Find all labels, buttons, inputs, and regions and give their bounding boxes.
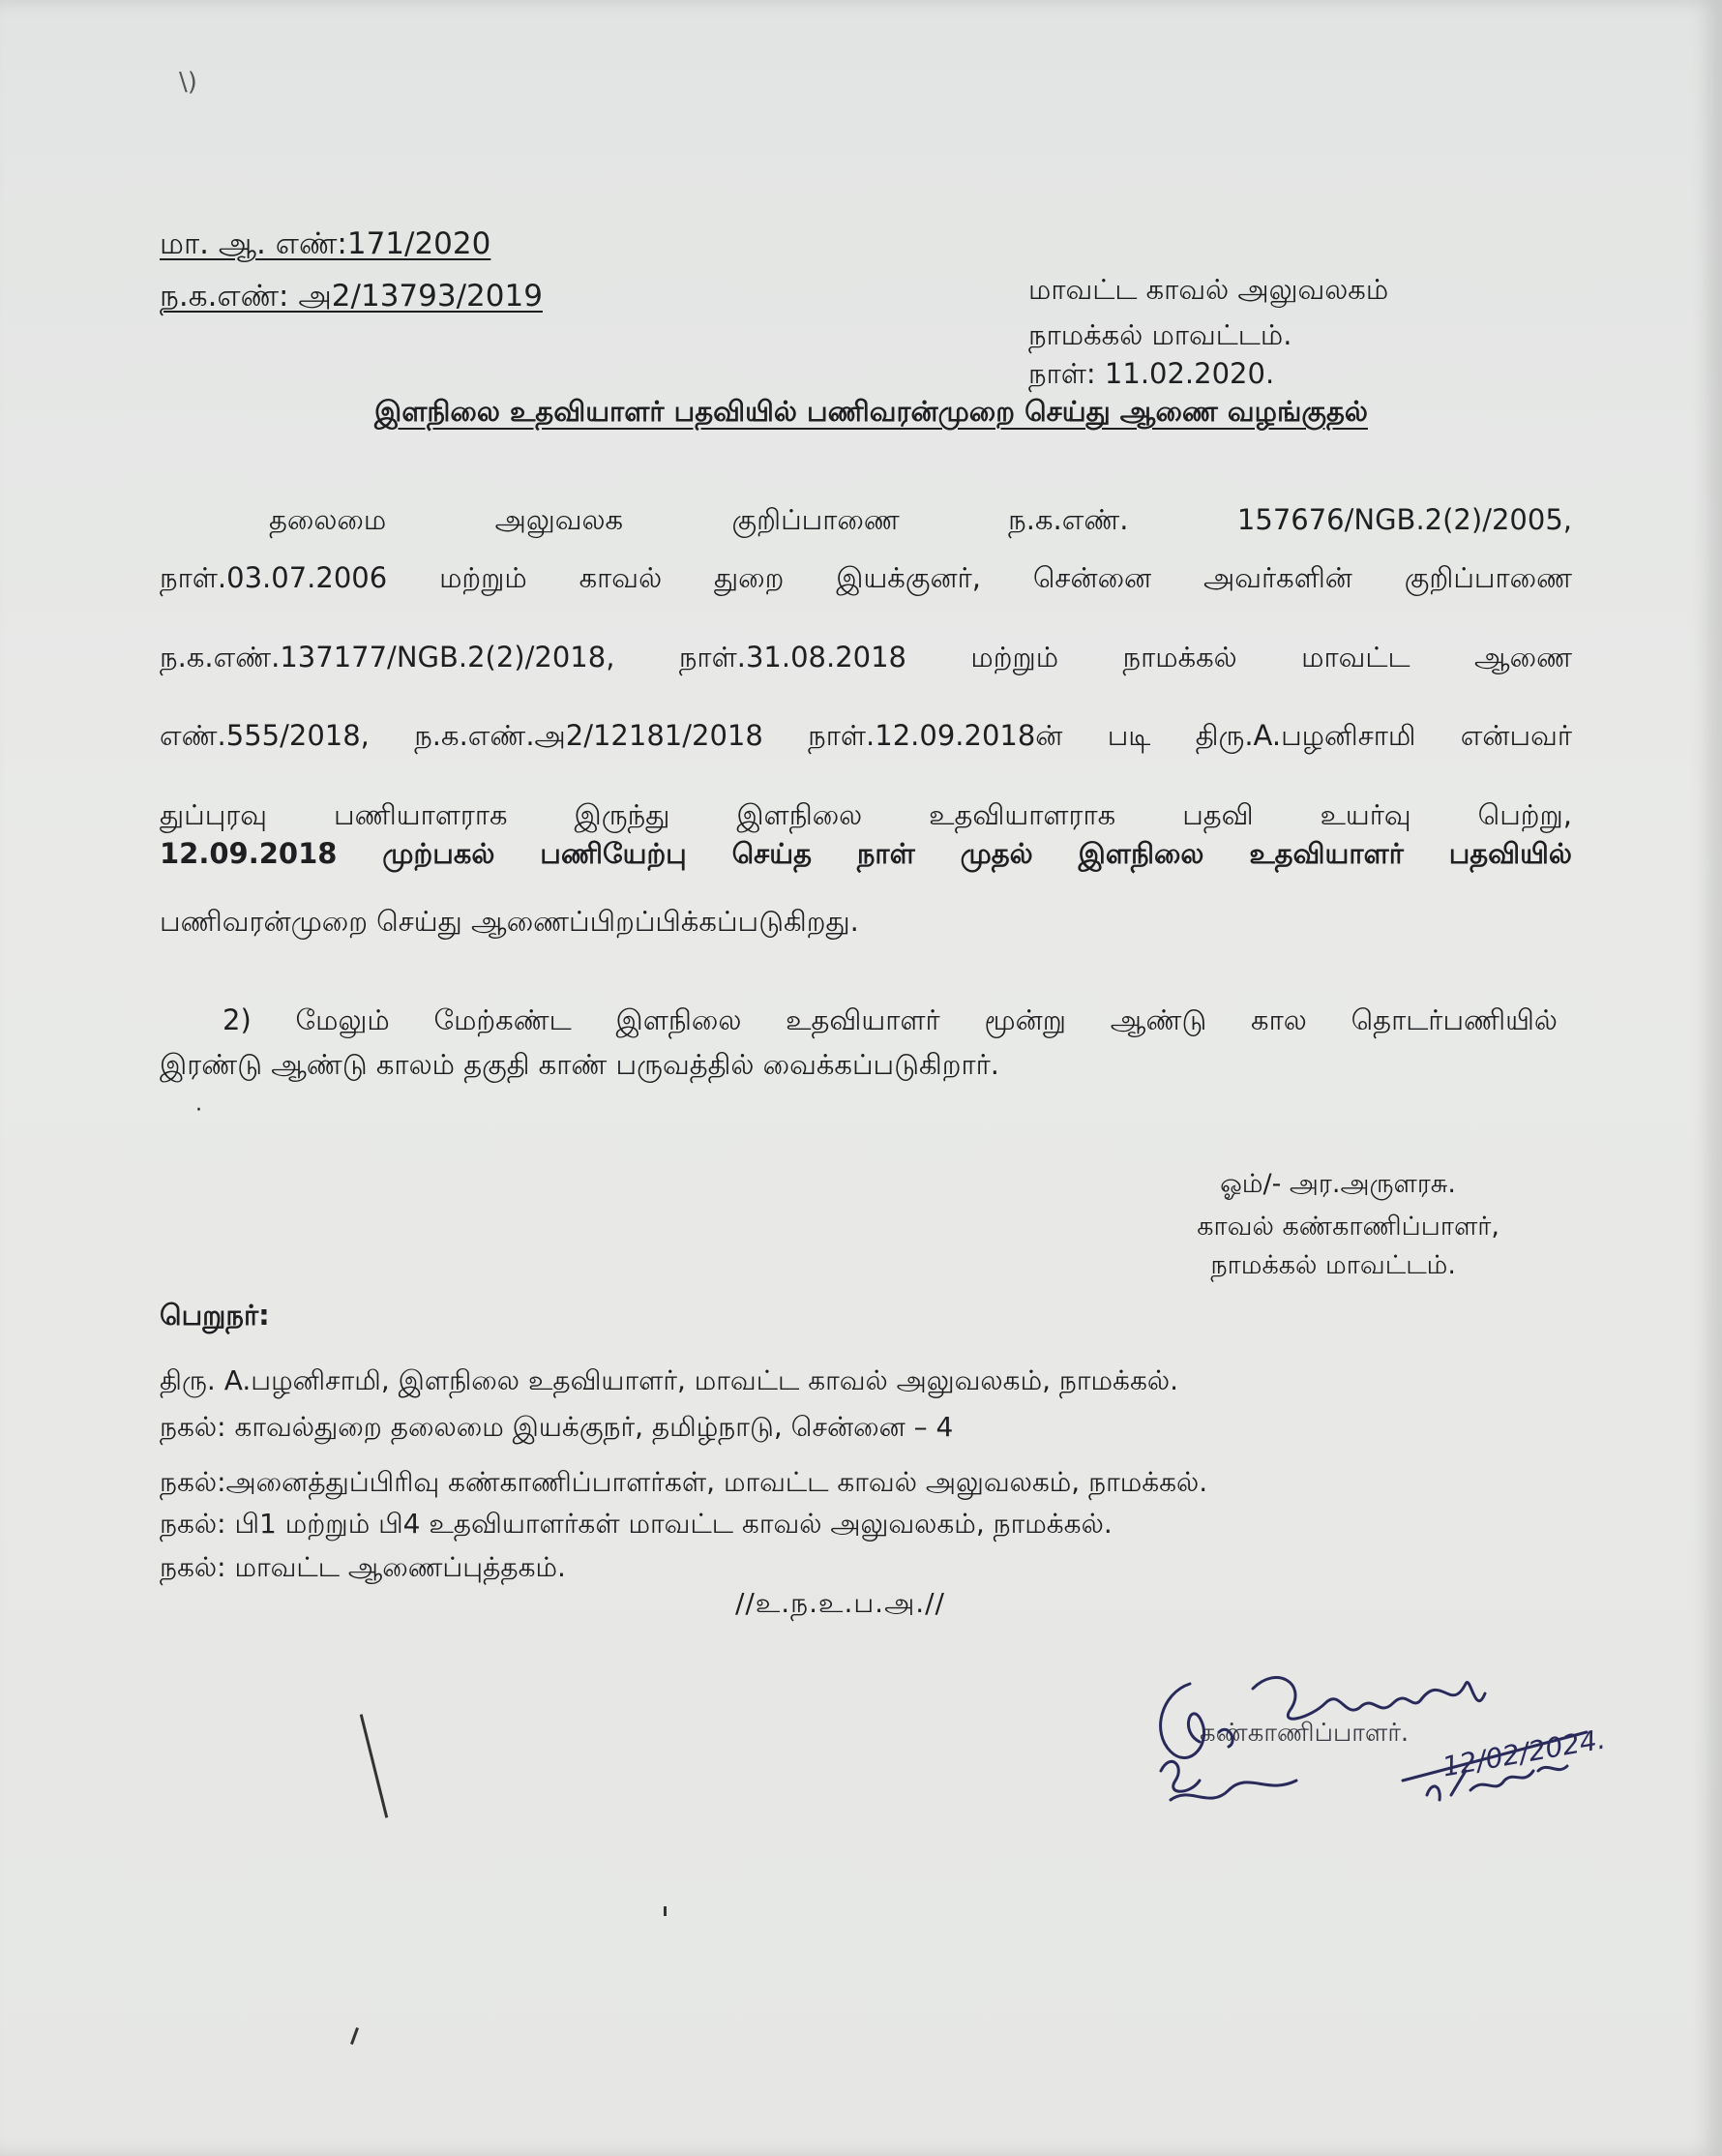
pen-mark xyxy=(360,1714,389,1817)
attestation-stamp: கண்காணிப்பாளர். xyxy=(1200,1719,1410,1748)
order-subject: இளநிலை உதவியாளர் பதவியில் பணிவரன்முறை செய்து ஆணை வழங்குதல் xyxy=(374,395,1368,428)
paragraph-1-line: பணிவரன்முறை செய்து ஆணைப்பிறப்பிக்கப்படுகிறது. xyxy=(160,905,859,938)
signatory-district: நாமக்கல் மாவட்டம். xyxy=(1210,1250,1456,1280)
office-district: நாமக்கல் மாவட்டம். xyxy=(1028,318,1292,351)
pen-mark xyxy=(664,1906,667,1916)
handwritten-date: 12/02/2024. xyxy=(1440,1722,1608,1783)
recipient-line: திரு. A.பழனிசாமி, இளநிலை உதவியாளர், மாவட்ட காவல் அலுவலகம், நாமக்கல். xyxy=(160,1364,1179,1396)
order-reference-number: மா. ஆ. எண்:171/2020 xyxy=(160,226,491,261)
pen-mark xyxy=(350,2027,359,2045)
signatory-name: ஓம்/- அர.அருளரசு. xyxy=(1220,1169,1456,1199)
paragraph-2-line: இரண்டு ஆண்டு காலம் தகுதி காண் பருவத்தில் வைக்கப்படுகிறார். xyxy=(160,1048,1000,1081)
file-reference-number: ந.க.எண்: அ2/13793/2019 xyxy=(160,279,543,314)
copy-line: நகல்: காவல்துறை தலைமை இயக்குநர், தமிழ்நாடு, சென்னை – 4 xyxy=(160,1411,954,1443)
copy-line: நகல்:அனைத்துப்பிரிவு கண்காணிப்பாளர்கள், மாவட்ட காவல் அலுவலகம், நாமக்கல். xyxy=(160,1466,1208,1498)
recipients-heading: பெறுநர்: xyxy=(160,1299,270,1332)
margin-mark: \) xyxy=(179,68,197,97)
handwritten-signature xyxy=(1132,1626,1635,1819)
office-name: மாவட்ட காவல் அலுவலகம் xyxy=(1028,273,1389,306)
paragraph-1-line: தலைமை அலுவலக குறிப்பாணை ந.க.எண். 157676/NGB.2(2)/2005, xyxy=(269,503,1572,536)
stray-mark: · xyxy=(195,1098,202,1123)
paragraph-1-line: ந.க.எண்.137177/NGB.2(2)/2018, நாள்.31.08.2018 மற்றும் நாமக்கல் மாவட்ட ஆணை xyxy=(160,641,1572,674)
copy-line: நகல்: பி1 மற்றும் பி4 உதவியாளர்கள் மாவட்ட காவல் அலுவலகம், நாமக்கல். xyxy=(160,1508,1113,1540)
copy-line: நகல்: மாவட்ட ஆணைப்புத்தகம். xyxy=(160,1551,566,1583)
order-date: நாள்: 11.02.2020. xyxy=(1028,357,1275,390)
paragraph-1-line: நாள்.03.07.2006 மற்றும் காவல் துறை இயக்குனர், சென்னை அவர்களின் குறிப்பாணை xyxy=(160,561,1572,594)
signatory-designation: காவல் கண்காணிப்பாளர், xyxy=(1197,1212,1499,1242)
attestation-code: //உ.ந.உ.ப.அ.// xyxy=(735,1587,945,1619)
paragraph-1-line: 12.09.2018 முற்பகல் பணியேற்பு செய்த நாள் முதல் இளநிலை உதவியாளர் பதவியில் xyxy=(160,837,1572,870)
paragraph-2-line: 2) மேலும் மேற்கண்ட இளநிலை உதவியாளர் மூன்று ஆண்டு கால தொடர்பணியில் xyxy=(223,1003,1558,1036)
paragraph-1-line: எண்.555/2018, ந.க.எண்.அ2/12181/2018 நாள்.12.09.2018ன் படி திரு.A.பழனிசாமி என்பவர் xyxy=(160,719,1572,752)
paragraph-1-line: துப்புரவு பணியாளராக இருந்து இளநிலை உதவியாளராக பதவி உயர்வு பெற்று, xyxy=(160,798,1572,831)
